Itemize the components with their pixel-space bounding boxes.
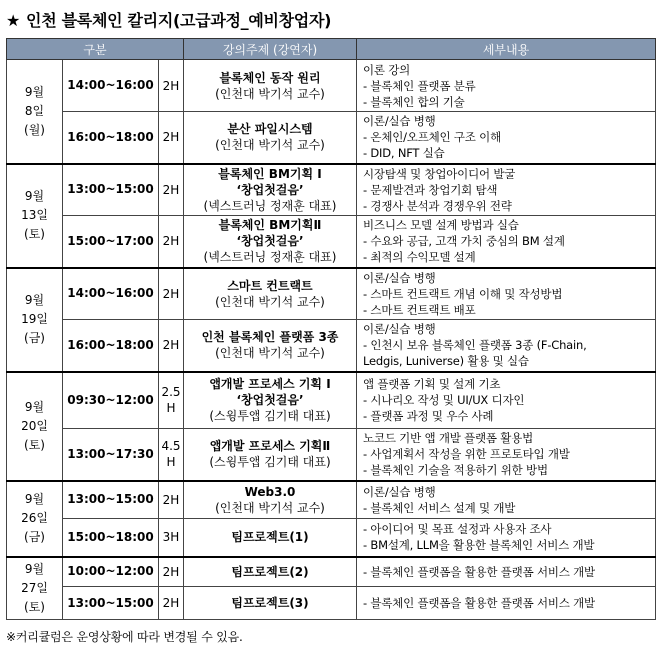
day-cell [7,164,63,268]
duration-line: 2H [162,338,180,353]
detail-line: - 문제발견과 창업기회 탐색 [363,182,498,197]
title-text: 인천 블록체인 칼리지(고급과정_예비창업자) [26,11,332,30]
session-row [7,216,656,268]
day-label-line: 9월 [24,293,45,307]
session-topic [184,320,357,372]
topic-line: 팀프로젝트(2) [231,564,309,579]
session-row [7,372,656,429]
duration-line: 2H [162,596,180,610]
topic-line: ‘창업첫걸음’ [236,393,304,408]
session-duration [159,60,184,112]
session-time: 13:00~15:00 [63,164,159,216]
session-row [7,481,656,519]
detail-line: - 인천시 보유 블록체인 플랫폼 3종 (F-Chain, [363,338,587,353]
detail-line: - 경쟁사 분석과 경쟁우위 전략 [363,198,512,213]
day-label-line: 13일 [21,208,48,222]
duration-line: 2H [162,286,180,301]
session-time: 09:30~12:00 [63,372,159,429]
session-duration [159,519,184,557]
session-duration [159,557,184,587]
session-topic [184,112,357,164]
page-title [6,8,331,31]
speaker-line: (인천대 박기석 교수) [215,500,325,515]
topic-line: Web3.0 [244,484,296,499]
session-topic [184,60,357,112]
detail-line: Ledgis, Luniverse) 활용 및 실습 [363,354,529,369]
day-cell [7,60,63,164]
topic-line: ‘창업첫걸음’ [236,182,304,197]
session-topic [184,372,357,429]
detail-line: 노코드 기반 앱 개발 플랫폼 활용법 [363,431,534,446]
session-details [357,268,656,320]
duration-line: 4.5 [161,439,181,454]
topic-line: 인천 블록체인 플랫폼 3종 [201,330,339,345]
detail-line: - 블록체인 합의 기술 [363,94,465,109]
session-time: 16:00~18:00 [63,320,159,372]
header-topic: 강의주제 (강연자) [184,39,357,60]
session-time: 13:00~15:00 [63,587,159,620]
speaker-line: (스윙투앱 김기태 대표) [209,409,331,424]
detail-line: - 플랫폼 과정 및 우수 사례 [363,409,494,424]
session-details [357,216,656,268]
schedule-body [7,60,656,620]
topic-line: 앱개발 프로세스 기획Ⅱ [209,439,331,454]
detail-line: 이론/실습 병행 [363,114,436,129]
session-topic [184,164,357,216]
speaker-line: (인천대 박기석 교수) [215,346,325,361]
session-topic [184,587,357,620]
detail-line: - BM설계, LLM을 활용한 블록체인 서비스 개발 [363,538,595,553]
session-row [7,320,656,372]
detail-line: 이론/실습 병행 [363,322,436,337]
session-topic [184,268,357,320]
day-label-line: 8일 [24,103,45,118]
topic-line: 블록체인 BM기획 I [218,166,322,181]
detail-line: - 수요와 공급, 고객 가치 중심의 BM 설계 [363,234,565,249]
detail-line: 이론/실습 병행 [363,484,436,499]
topic-line: 스마트 컨트랙트 [227,278,313,293]
session-row [7,164,656,216]
speaker-line: (인천대 박기석 교수) [215,138,325,153]
session-row [7,429,656,481]
speaker-line: (스윙투앱 김기태 대표) [209,455,331,470]
day-label-line: 20일 [21,418,48,433]
topic-line: ‘창업첫걸음’ [236,234,304,249]
session-details [357,320,656,372]
detail-line: - 아이디어 및 목표 설정과 사용자 조사 [363,522,552,537]
speaker-line: (넥스트러닝 정재훈 대표) [203,198,337,213]
day-label-line: (토) [24,599,45,614]
detail-line: - 스마트 컨트랙트 개념 이해 및 작성방법 [363,286,563,301]
session-time: 15:00~18:00 [63,519,159,557]
detail-line: - 시나리오 작성 및 UI/UX 디자인 [363,393,525,408]
detail-line: - 사업계획서 작성을 위한 프로토타입 개발 [363,447,570,462]
session-details [357,429,656,481]
day-cell [7,481,63,557]
session-duration [159,268,184,320]
speaker-line: (인천대 박기석 교수) [215,86,325,101]
topic-line: 블록체인 BM기획Ⅱ [218,218,322,233]
schedule-table [6,38,656,620]
session-duration [159,372,184,429]
day-label-line: 26일 [21,511,48,525]
session-row [7,519,656,557]
topic-line: 앱개발 프로세스 기획 I [209,377,331,392]
session-details [357,164,656,216]
session-topic [184,429,357,481]
detail-line: - 블록체인 기술을 적용하기 위한 방법 [363,463,548,478]
day-label-line: (토) [24,437,45,452]
header-details: 세부내용 [357,39,656,60]
detail-line: - 블록체인 플랫폼을 활용한 플랫폼 서비스 개발 [363,596,595,610]
session-duration [159,164,184,216]
topic-line: 팀프로젝트(3) [231,596,309,610]
day-label-line: 9월 [24,84,45,99]
day-cell [7,372,63,481]
detail-line: - 블록체인 플랫폼을 활용한 플랫폼 서비스 개발 [363,564,595,579]
session-details [357,481,656,519]
duration-line: H [166,455,176,470]
session-details [357,557,656,587]
day-label-line: 9월 [24,492,45,506]
detail-line: 앱 플랫폼 기획 및 설계 기초 [363,377,501,392]
session-details [357,112,656,164]
session-details [357,519,656,557]
speaker-line: (인천대 박기석 교수) [215,294,325,309]
duration-line: 2H [162,78,180,93]
session-time: 15:00~17:00 [63,216,159,268]
duration-line: 3H [162,530,180,545]
day-cell [7,268,63,372]
day-label-line: (금) [24,530,45,544]
detail-line: 비즈니스 모델 설계 방법과 실습 [363,218,519,233]
star-icon: ★ [6,11,21,30]
session-duration [159,112,184,164]
speaker-line: (넥스트러닝 정재훈 대표) [203,250,337,265]
session-time: 13:00~15:00 [63,481,159,519]
detail-line: 시장탐색 및 창업아이디어 발굴 [363,166,516,181]
session-topic [184,481,357,519]
detail-line: - 최적의 수익모델 설계 [363,250,476,265]
session-time: 13:00~17:30 [63,429,159,481]
session-details [357,587,656,620]
day-label-line: 19일 [21,312,48,326]
day-label-line: (토) [24,227,45,241]
session-time: 10:00~12:00 [63,557,159,587]
day-cell [7,557,63,620]
detail-line: - 스마트 컨트랙트 배포 [363,302,476,317]
session-time: 16:00~18:00 [63,112,159,164]
session-row [7,587,656,620]
session-duration [159,481,184,519]
day-label-line: 9월 [24,561,45,576]
detail-line: - 온체인/오프체인 구조 이해 [363,130,501,145]
day-label-line: (금) [24,331,45,345]
duration-line: 2H [162,492,180,507]
session-duration [159,320,184,372]
duration-line: 2H [162,130,180,145]
session-topic [184,519,357,557]
day-label-line: 9월 [24,399,45,414]
topic-line: 블록체인 동작 원리 [219,70,321,85]
session-time: 14:00~16:00 [63,268,159,320]
session-time: 14:00~16:00 [63,60,159,112]
duration-line: H [166,401,176,416]
day-label-line: (월) [24,122,45,137]
session-topic [184,216,357,268]
detail-line: 이론 강의 [363,62,411,77]
session-details [357,60,656,112]
session-topic [184,557,357,587]
session-duration [159,216,184,268]
session-row [7,268,656,320]
header-category: 구분 [7,39,184,60]
topic-line: 팀프로젝트(1) [231,530,309,545]
header-row [7,39,656,60]
duration-line: 2.5 [161,385,181,400]
day-label-line: 27일 [21,580,48,595]
footnote: ※커리큘럼은 운영상황에 따라 변경될 수 있음. [6,630,243,644]
detail-line: - DID, NFT 실습 [363,146,445,161]
duration-line: 2H [162,564,180,579]
detail-line: 이론/실습 병행 [363,270,436,285]
detail-line: - 블록체인 서비스 설계 및 개발 [363,500,516,515]
day-label-line: 9월 [24,189,45,203]
session-duration [159,587,184,620]
duration-line: 2H [162,182,180,197]
session-row [7,60,656,112]
session-details [357,372,656,429]
topic-line: 분산 파일시스템 [227,122,313,137]
session-row [7,557,656,587]
session-row [7,112,656,164]
detail-line: - 블록체인 플랫폼 분류 [363,78,476,93]
duration-line: 2H [162,234,180,249]
session-duration [159,429,184,481]
